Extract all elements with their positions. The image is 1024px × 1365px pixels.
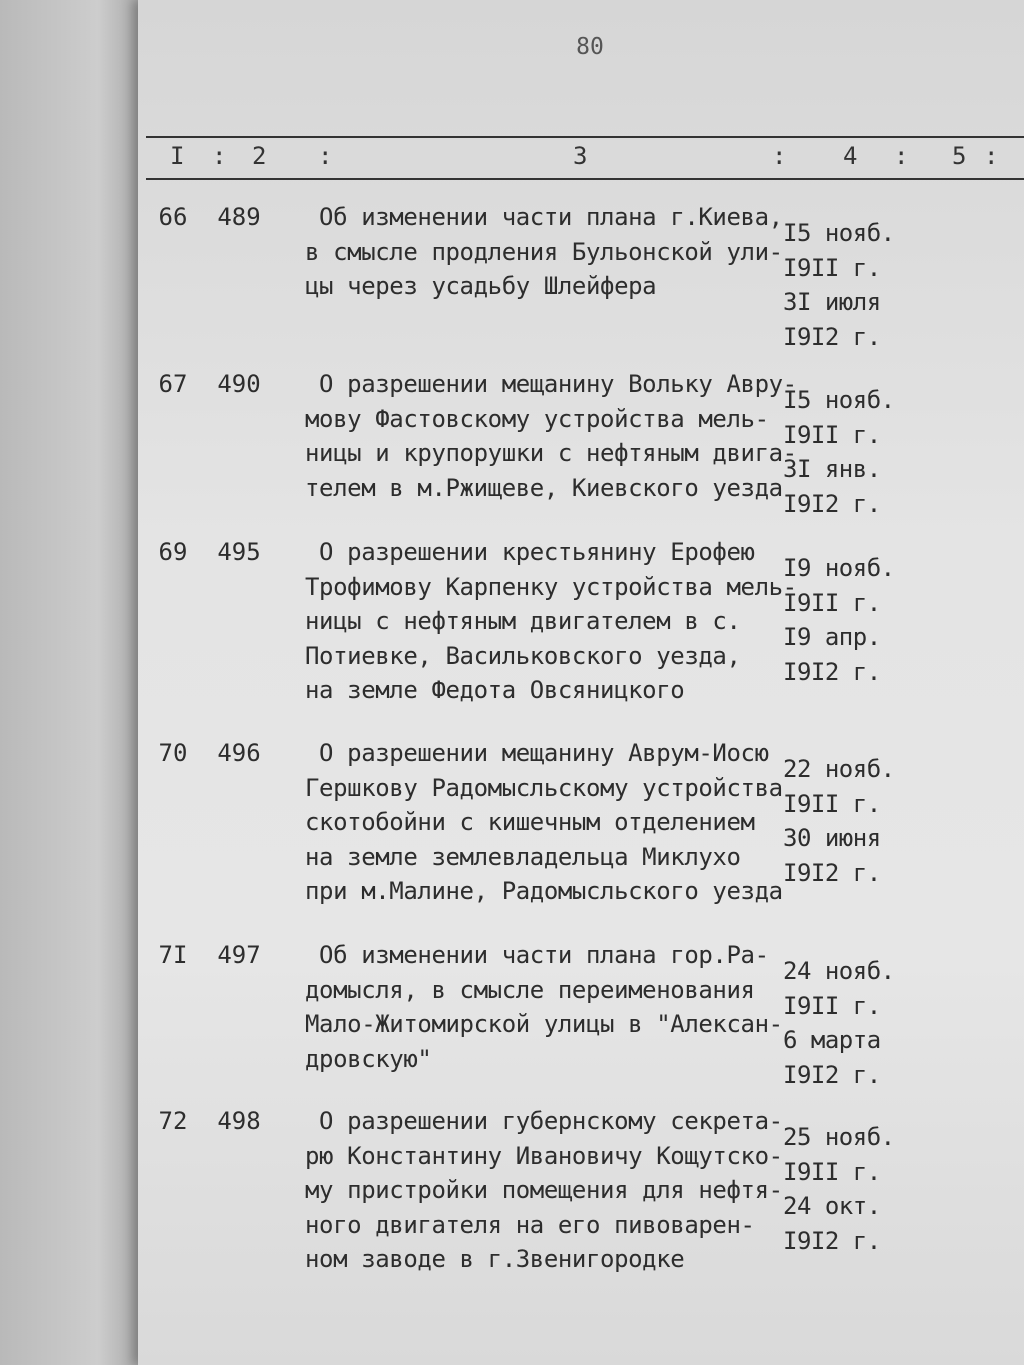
entry-description — [305, 736, 783, 909]
description-line: рю Константину Ивановичу Кощутско- — [305, 1141, 783, 1170]
entry-description — [305, 367, 797, 505]
entry-dates — [783, 216, 903, 354]
description-line: домысля, в смысле переименования — [305, 975, 755, 1004]
date-line: I9I2 г. — [783, 1060, 881, 1089]
document-number: 496 — [217, 739, 261, 767]
entry-number: 72 — [158, 1107, 188, 1135]
entry-description — [305, 535, 797, 708]
date-line: 6 марта — [783, 1026, 881, 1054]
description-line: телем в м.Ржищеве, Киевского уезда — [305, 473, 783, 502]
description-line: цы через усадьбу Шлейфера — [305, 272, 657, 300]
header-col-1: I — [170, 142, 185, 170]
description-line: ницы и крупорушки с нефтяным двига- — [305, 439, 797, 467]
description-line: на земле Федота Овсяницкого — [305, 676, 685, 704]
date-line: I9II г. — [783, 588, 881, 617]
document-number: 489 — [217, 203, 261, 231]
date-line: I5 нояб. — [783, 219, 895, 247]
date-line: 30 июня — [783, 824, 881, 852]
header-col-5: 5 — [952, 142, 967, 170]
entry-description — [305, 200, 783, 304]
header-sep-1: : — [212, 142, 227, 170]
date-line: I9I2 г. — [783, 858, 881, 887]
date-line: I5 нояб. — [783, 386, 895, 414]
header-col-4: 4 — [843, 142, 858, 170]
date-line: I9I2 г. — [783, 657, 881, 686]
description-line: ницы с нефтяным двигателем в с. — [305, 607, 741, 635]
entry-description — [305, 938, 783, 1076]
document-number: 495 — [217, 538, 261, 566]
description-line: О разрешении мещанину Аврум-Иосю — [305, 739, 769, 767]
header-col-2: 2 — [252, 142, 267, 170]
description-line: скотобойни с кишечным отделением — [305, 808, 755, 836]
description-line: Гершкову Радомысльскому устройства — [305, 773, 783, 802]
header-sep-4: : — [894, 142, 909, 170]
facing-page-edge — [0, 0, 140, 1365]
description-line: му пристройки помещения для нефтя- — [305, 1176, 783, 1204]
entry-dates — [783, 383, 903, 521]
header-col-3: 3 — [573, 142, 588, 170]
document-number: 490 — [217, 370, 261, 398]
description-line: Об изменении части плана г.Киева, — [305, 203, 783, 231]
description-line: в смысле продления Бульонской ули- — [305, 237, 783, 266]
entry-number: 7I — [158, 941, 188, 969]
date-line: 25 нояб. — [783, 1123, 895, 1151]
date-line: 24 нояб. — [783, 957, 895, 985]
entry-number: 69 — [158, 538, 188, 566]
description-line: О разрешении губернскому секрета- — [305, 1107, 783, 1135]
entry-number: 70 — [158, 739, 188, 767]
date-line: I9II г. — [783, 420, 881, 449]
header-sep-3: : — [772, 142, 787, 170]
date-line: I9II г. — [783, 991, 881, 1020]
entry-number: 66 — [158, 203, 188, 231]
date-line: I9I2 г. — [783, 322, 881, 351]
description-line: Мало-Житомирской улицы в "Алексан- — [305, 1010, 783, 1038]
document-number: 498 — [217, 1107, 261, 1135]
description-line: Трофимову Карпенку устройства мель- — [305, 572, 797, 601]
date-line: I9II г. — [783, 253, 881, 282]
description-line: ного двигателя на его пивоварен- — [305, 1210, 755, 1239]
entry-number: 67 — [158, 370, 188, 398]
entry-dates — [783, 1120, 903, 1258]
description-line: на земле землевладельца Миклухо — [305, 842, 741, 871]
entry-dates — [783, 752, 903, 890]
date-line: 3I июля — [783, 288, 881, 316]
document-number: 497 — [217, 941, 261, 969]
date-line: I9II г. — [783, 789, 881, 818]
date-line: I9II г. — [783, 1157, 881, 1186]
date-line: I9I2 г. — [783, 489, 881, 518]
description-line: при м.Малине, Радомысльского уезда — [305, 877, 783, 905]
entry-dates — [783, 551, 903, 689]
header-sep-2: : — [318, 142, 333, 170]
date-line: 22 нояб. — [783, 755, 895, 783]
date-line: I9 нояб. — [783, 554, 895, 582]
date-line: 24 окт. — [783, 1192, 881, 1220]
description-line: О разрешении мещанину Вольку Авру- — [305, 370, 797, 398]
description-line: мову Фастовскому устройства мель- — [305, 404, 769, 433]
date-line: 3I янв. — [783, 455, 881, 483]
entry-dates — [783, 954, 903, 1092]
entry-description — [305, 1104, 783, 1277]
page-number: 80 — [576, 34, 604, 60]
date-line: I9I2 г. — [783, 1226, 881, 1255]
description-line: Потиевке, Васильковского уезда, — [305, 641, 741, 670]
description-line: дровскую" — [305, 1044, 432, 1073]
header-bottom-rule — [146, 178, 1024, 180]
description-line: Об изменении части плана гор.Ра- — [305, 941, 769, 969]
date-line: I9 апр. — [783, 623, 881, 651]
description-line: О разрешении крестьянину Ерофею — [305, 538, 755, 566]
description-line: ном заводе в г.Звенигородке — [305, 1245, 685, 1273]
header-top-rule — [146, 136, 1024, 138]
header-sep-5: : — [984, 142, 999, 170]
